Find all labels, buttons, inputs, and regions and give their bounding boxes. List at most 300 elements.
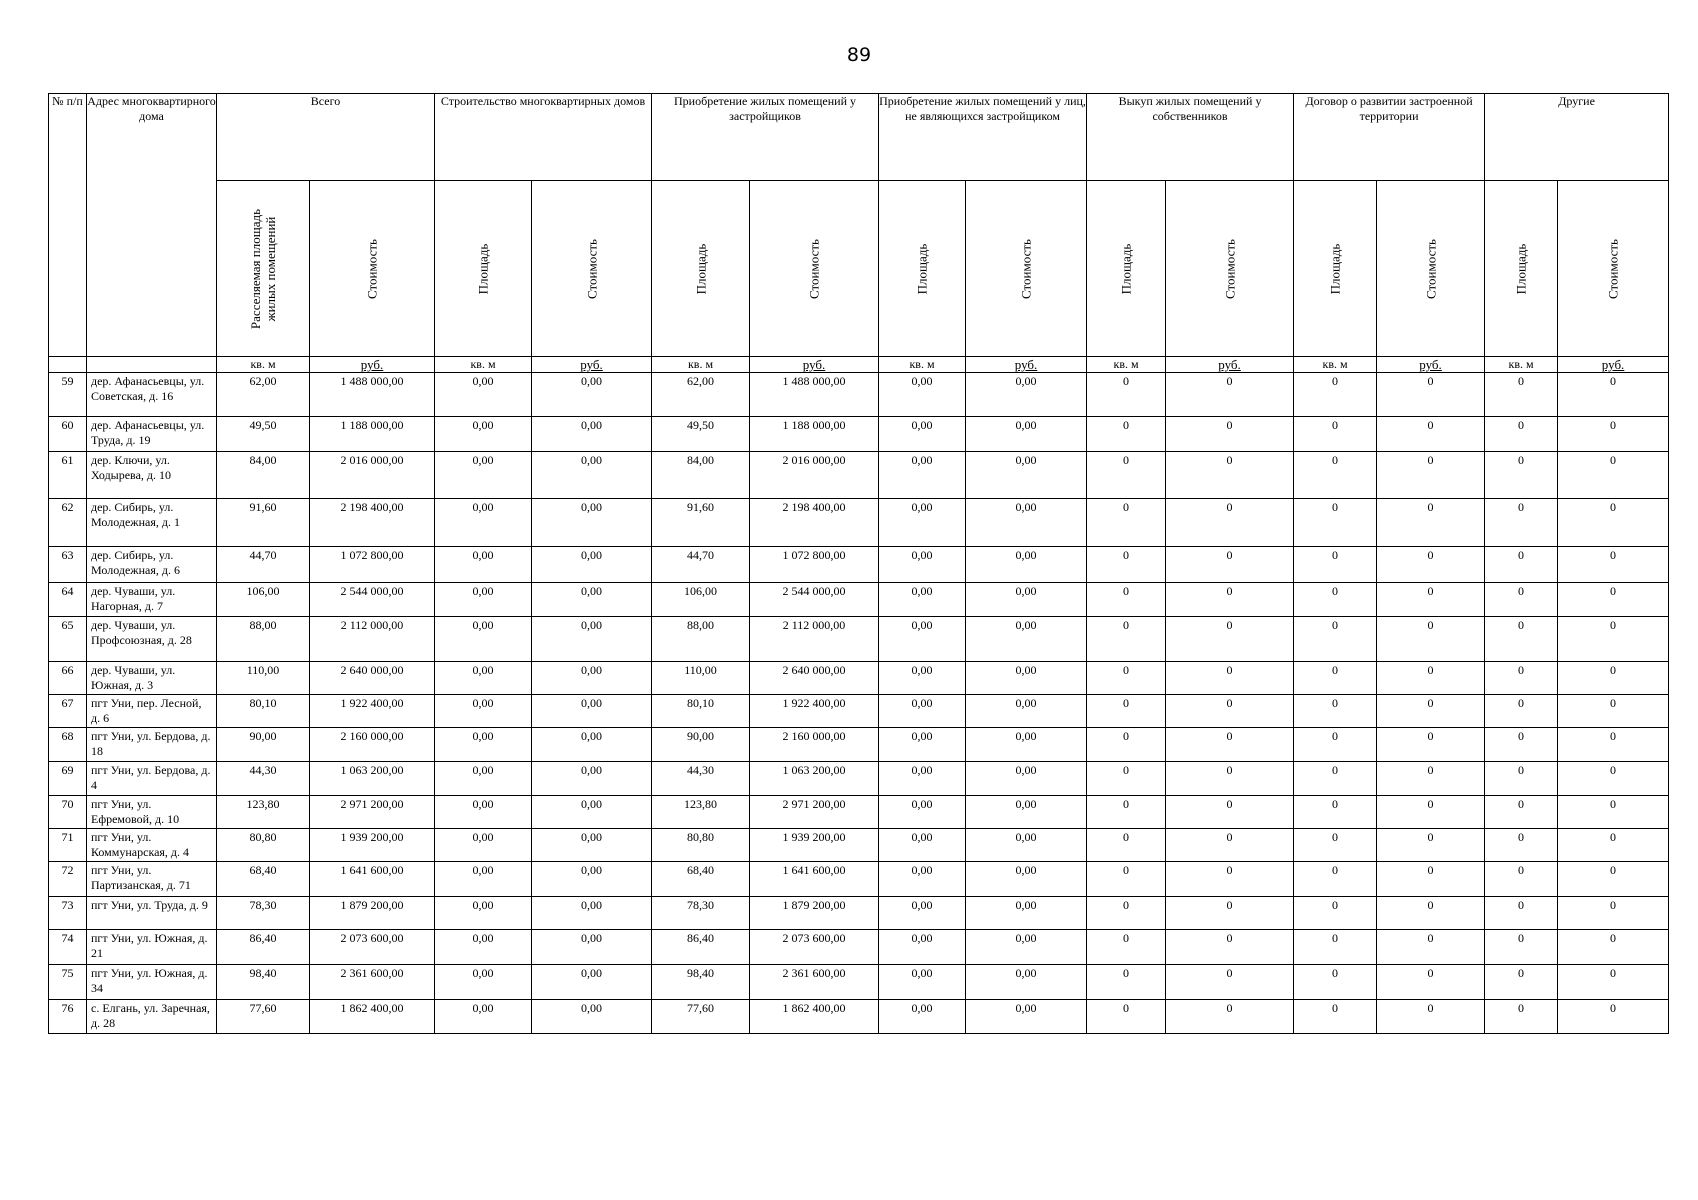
area-value-cell: 0 [1294, 583, 1377, 617]
table-row [49, 829, 1669, 862]
cost-value-cell: 2 640 000,00 [310, 662, 435, 695]
cost-value-cell: 0 [1166, 897, 1294, 930]
table-row [49, 662, 1669, 695]
cost-value-cell: 0 [1558, 617, 1669, 662]
cost-value-cell: 0 [1166, 728, 1294, 762]
area-value-cell: 0 [1087, 547, 1166, 583]
area-value-cell: 80,80 [652, 829, 750, 862]
area-value-cell: 0,00 [879, 373, 966, 417]
cost-value-cell: 0,00 [966, 583, 1087, 617]
cost-value-cell: 1 488 000,00 [310, 373, 435, 417]
table-row [49, 499, 1669, 547]
area-value-cell: 78,30 [217, 897, 310, 930]
unit-cell: кв. м [1087, 357, 1166, 373]
header-group-purchase-developers: Приобретение жилых помещений у застройщиков [652, 94, 879, 181]
cost-value-cell: 0 [1377, 452, 1485, 499]
header-sub-label: Стоимость [364, 238, 380, 299]
cost-value-cell: 0,00 [532, 829, 652, 862]
header-group-construction: Строительство многоквартирных домов [435, 94, 652, 181]
area-value-cell: 0,00 [435, 897, 532, 930]
cost-value-cell: 0 [1558, 499, 1669, 547]
header-sub-label: Стоимость [1423, 238, 1439, 299]
table-row [49, 452, 1669, 499]
area-value-cell: 0 [1087, 862, 1166, 897]
cost-value-cell: 0 [1166, 547, 1294, 583]
cost-value-cell: 0,00 [966, 762, 1087, 796]
cost-value-cell: 0 [1377, 373, 1485, 417]
area-value-cell: 62,00 [652, 373, 750, 417]
cost-value-cell: 0 [1377, 547, 1485, 583]
area-value-cell: 0,00 [879, 662, 966, 695]
header-sub-label: Стоимость [1222, 238, 1238, 299]
area-value-cell: 0 [1294, 829, 1377, 862]
area-value-cell: 0,00 [435, 965, 532, 1000]
cost-value-cell: 2 160 000,00 [750, 728, 879, 762]
cost-value-cell: 0 [1166, 583, 1294, 617]
area-value-cell: 0 [1294, 1000, 1377, 1034]
row-number-cell: 68 [49, 728, 87, 762]
area-value-cell: 0 [1087, 796, 1166, 829]
area-value-cell: 0 [1294, 499, 1377, 547]
address-cell: дер. Чуваши, ул. Южная, д. 3 [87, 662, 217, 695]
address-cell: дер. Афанасьевцы, ул. Советская, д. 16 [87, 373, 217, 417]
area-value-cell: 86,40 [217, 930, 310, 965]
address-cell: дер. Чуваши, ул. Нагорная, д. 7 [87, 583, 217, 617]
area-value-cell: 0,00 [879, 728, 966, 762]
address-cell: пгт Уни, пер. Лесной, д. 6 [87, 695, 217, 728]
row-number-cell: 61 [49, 452, 87, 499]
area-value-cell: 0 [1485, 417, 1558, 452]
area-value-cell: 0,00 [435, 373, 532, 417]
area-value-cell: 91,60 [652, 499, 750, 547]
address-cell: дер. Сибирь, ул. Молодежная, д. 1 [87, 499, 217, 547]
page-number: 89 [846, 44, 872, 66]
cost-value-cell: 1 862 400,00 [750, 1000, 879, 1034]
cost-value-cell: 1 939 200,00 [750, 829, 879, 862]
header-sub-cell [966, 181, 1087, 357]
area-value-cell: 0,00 [435, 662, 532, 695]
row-number-cell: 67 [49, 695, 87, 728]
area-value-cell: 123,80 [652, 796, 750, 829]
header-units-row [49, 357, 1669, 373]
area-value-cell: 0 [1485, 452, 1558, 499]
area-value-cell: 0,00 [879, 1000, 966, 1034]
area-value-cell: 90,00 [652, 728, 750, 762]
cost-value-cell: 0,00 [966, 897, 1087, 930]
area-value-cell: 0 [1087, 617, 1166, 662]
header-sub-label: Стоимость [584, 238, 599, 299]
area-value-cell: 44,30 [652, 762, 750, 796]
header-sub-label: Расселяемая площадь жилых помещений [248, 208, 278, 329]
table-row [49, 1000, 1669, 1034]
table-row [49, 796, 1669, 829]
cost-value-cell: 1 922 400,00 [750, 695, 879, 728]
area-value-cell: 0,00 [435, 499, 532, 547]
cost-value-cell: 0,00 [966, 965, 1087, 1000]
area-value-cell: 0,00 [435, 417, 532, 452]
area-value-cell: 0 [1485, 547, 1558, 583]
area-value-cell: 77,60 [652, 1000, 750, 1034]
unit-cell: руб. [532, 357, 652, 373]
area-value-cell: 0,00 [435, 583, 532, 617]
header-group-row [49, 94, 1669, 181]
area-value-cell: 0 [1087, 930, 1166, 965]
cost-value-cell: 0 [1377, 965, 1485, 1000]
cost-value-cell: 1 879 200,00 [750, 897, 879, 930]
cost-value-cell: 0,00 [966, 662, 1087, 695]
cost-value-cell: 0,00 [966, 417, 1087, 452]
cost-value-cell: 0 [1558, 547, 1669, 583]
area-value-cell: 0,00 [879, 965, 966, 1000]
cost-value-cell: 2 016 000,00 [310, 452, 435, 499]
cost-value-cell: 0 [1377, 1000, 1485, 1034]
area-value-cell: 0 [1485, 897, 1558, 930]
cost-value-cell: 0,00 [966, 452, 1087, 499]
cost-value-cell: 0,00 [966, 547, 1087, 583]
area-value-cell: 0 [1087, 373, 1166, 417]
area-value-cell: 0,00 [879, 417, 966, 452]
row-number-cell: 75 [49, 965, 87, 1000]
cost-value-cell: 0 [1166, 762, 1294, 796]
cost-value-cell: 0 [1558, 829, 1669, 862]
area-value-cell: 86,40 [652, 930, 750, 965]
area-value-cell: 0,00 [879, 617, 966, 662]
cost-value-cell: 0 [1558, 930, 1669, 965]
cost-value-cell: 0,00 [532, 728, 652, 762]
cost-value-cell: 0 [1166, 417, 1294, 452]
cost-value-cell: 0 [1558, 417, 1669, 452]
area-value-cell: 0,00 [435, 728, 532, 762]
cost-value-cell: 0 [1377, 796, 1485, 829]
table-row [49, 583, 1669, 617]
area-value-cell: 0,00 [879, 796, 966, 829]
cost-value-cell: 0 [1166, 930, 1294, 965]
area-value-cell: 0 [1294, 862, 1377, 897]
area-value-cell: 0 [1087, 499, 1166, 547]
unit-cell: кв. м [435, 357, 532, 373]
area-value-cell: 0 [1294, 897, 1377, 930]
area-value-cell: 78,30 [652, 897, 750, 930]
units-empty-cell [87, 357, 217, 373]
area-value-cell: 49,50 [217, 417, 310, 452]
cost-value-cell: 0 [1166, 499, 1294, 547]
area-value-cell: 0 [1485, 1000, 1558, 1034]
header-sub-cell [1377, 181, 1485, 357]
area-value-cell: 0,00 [879, 930, 966, 965]
table-row [49, 862, 1669, 897]
cost-value-cell: 0 [1166, 796, 1294, 829]
address-cell: пгт Уни, ул. Труда, д. 9 [87, 897, 217, 930]
address-cell: пгт Уни, ул. Коммунарская, д. 4 [87, 829, 217, 862]
table-row [49, 373, 1669, 417]
header-sub-label: Стоимость [806, 238, 822, 299]
address-cell: пгт Уни, ул. Бердова, д. 4 [87, 762, 217, 796]
cost-value-cell: 0,00 [966, 796, 1087, 829]
area-value-cell: 88,00 [652, 617, 750, 662]
cost-value-cell: 0 [1377, 617, 1485, 662]
area-value-cell: 0,00 [879, 897, 966, 930]
area-value-cell: 0 [1485, 862, 1558, 897]
address-cell: дер. Сибирь, ул. Молодежная, д. 6 [87, 547, 217, 583]
area-value-cell: 0 [1485, 695, 1558, 728]
cost-value-cell: 2 198 400,00 [310, 499, 435, 547]
area-value-cell: 68,40 [217, 862, 310, 897]
cost-value-cell: 0 [1166, 829, 1294, 862]
area-value-cell: 84,00 [652, 452, 750, 499]
cost-value-cell: 0 [1558, 452, 1669, 499]
cost-value-cell: 0 [1558, 728, 1669, 762]
table-row [49, 695, 1669, 728]
area-value-cell: 0 [1294, 728, 1377, 762]
cost-value-cell: 0,00 [532, 862, 652, 897]
header-sub-cell [1294, 181, 1377, 357]
header-sub-cell [750, 181, 879, 357]
area-value-cell: 68,40 [652, 862, 750, 897]
header-group-other: Другие [1485, 94, 1669, 181]
cost-value-cell: 2 544 000,00 [310, 583, 435, 617]
area-value-cell: 84,00 [217, 452, 310, 499]
cost-value-cell: 0 [1558, 695, 1669, 728]
cost-value-cell: 0 [1166, 965, 1294, 1000]
cost-value-cell: 0 [1558, 662, 1669, 695]
area-value-cell: 0,00 [879, 583, 966, 617]
cost-value-cell: 2 198 400,00 [750, 499, 879, 547]
cost-value-cell: 0,00 [532, 617, 652, 662]
cost-value-cell: 0 [1558, 373, 1669, 417]
area-value-cell: 0 [1087, 417, 1166, 452]
cost-value-cell: 0 [1558, 862, 1669, 897]
table-row [49, 965, 1669, 1000]
cost-value-cell: 0,00 [966, 930, 1087, 965]
area-value-cell: 0 [1087, 662, 1166, 695]
row-number-cell: 73 [49, 897, 87, 930]
header-sub-cell [1166, 181, 1294, 357]
cost-value-cell: 0,00 [966, 499, 1087, 547]
header-sub-cell [1485, 181, 1558, 357]
cost-value-cell: 1 063 200,00 [750, 762, 879, 796]
address-cell: пгт Уни, ул. Партизанская, д. 71 [87, 862, 217, 897]
cost-value-cell: 0 [1558, 897, 1669, 930]
area-value-cell: 44,70 [217, 547, 310, 583]
cost-value-cell: 0,00 [532, 417, 652, 452]
header-num: № п/п [49, 94, 87, 357]
unit-cell: руб. [1558, 357, 1669, 373]
header-sub-row [49, 181, 1669, 357]
area-value-cell: 0,00 [435, 1000, 532, 1034]
table-row [49, 617, 1669, 662]
area-value-cell: 0,00 [435, 452, 532, 499]
area-value-cell: 0 [1087, 1000, 1166, 1034]
row-number-cell: 70 [49, 796, 87, 829]
unit-cell: руб. [310, 357, 435, 373]
cost-value-cell: 0,00 [532, 662, 652, 695]
header-sub-cell [879, 181, 966, 357]
header-sub-label: Площадь [1327, 243, 1343, 294]
cost-value-cell: 0,00 [966, 695, 1087, 728]
area-value-cell: 44,30 [217, 762, 310, 796]
row-number-cell: 60 [49, 417, 87, 452]
area-value-cell: 0 [1087, 965, 1166, 1000]
area-value-cell: 0 [1485, 762, 1558, 796]
cost-value-cell: 0,00 [532, 762, 652, 796]
address-cell: пгт Уни, ул. Южная, д. 34 [87, 965, 217, 1000]
area-value-cell: 106,00 [652, 583, 750, 617]
row-number-cell: 69 [49, 762, 87, 796]
area-value-cell: 123,80 [217, 796, 310, 829]
area-value-cell: 88,00 [217, 617, 310, 662]
header-sub-label: Площадь [693, 243, 708, 294]
cost-value-cell: 1 922 400,00 [310, 695, 435, 728]
cost-value-cell: 0,00 [532, 499, 652, 547]
area-value-cell: 0 [1087, 452, 1166, 499]
cost-value-cell: 0 [1166, 862, 1294, 897]
header-group-total: Всего [217, 94, 435, 181]
cost-value-cell: 0 [1558, 796, 1669, 829]
area-value-cell: 0 [1294, 452, 1377, 499]
area-value-cell: 0 [1485, 583, 1558, 617]
cost-value-cell: 2 112 000,00 [310, 617, 435, 662]
header-sub-cell [217, 181, 310, 357]
cost-value-cell: 0 [1377, 417, 1485, 452]
cost-value-cell: 0,00 [532, 1000, 652, 1034]
table-row [49, 547, 1669, 583]
unit-cell: кв. м [217, 357, 310, 373]
table-header [49, 94, 1669, 373]
area-value-cell: 0 [1485, 796, 1558, 829]
unit-cell: руб. [966, 357, 1087, 373]
area-value-cell: 0 [1294, 930, 1377, 965]
cost-value-cell: 2 971 200,00 [750, 796, 879, 829]
area-value-cell: 0,00 [435, 862, 532, 897]
cost-value-cell: 2 073 600,00 [310, 930, 435, 965]
address-cell: пгт Уни, ул. Ефремовой, д. 10 [87, 796, 217, 829]
cost-value-cell: 2 160 000,00 [310, 728, 435, 762]
header-sub-label: Площадь [1118, 243, 1134, 294]
area-value-cell: 0,00 [435, 930, 532, 965]
cost-value-cell: 0,00 [532, 897, 652, 930]
cost-value-cell: 0,00 [532, 547, 652, 583]
area-value-cell: 77,60 [217, 1000, 310, 1034]
header-sub-label: Стоимость [1018, 238, 1034, 299]
cost-value-cell: 1 939 200,00 [310, 829, 435, 862]
row-number-cell: 71 [49, 829, 87, 862]
header-sub-cell [1087, 181, 1166, 357]
area-value-cell: 98,40 [217, 965, 310, 1000]
cost-value-cell: 1 862 400,00 [310, 1000, 435, 1034]
area-value-cell: 0 [1294, 662, 1377, 695]
cost-value-cell: 1 072 800,00 [310, 547, 435, 583]
cost-value-cell: 0 [1377, 930, 1485, 965]
cost-value-cell: 0 [1377, 695, 1485, 728]
header-sub-cell [310, 181, 435, 357]
cost-value-cell: 1 072 800,00 [750, 547, 879, 583]
area-value-cell: 0 [1294, 373, 1377, 417]
area-value-cell: 0 [1294, 762, 1377, 796]
unit-cell: кв. м [1294, 357, 1377, 373]
unit-cell: руб. [750, 357, 879, 373]
area-value-cell: 0,00 [435, 695, 532, 728]
area-value-cell: 80,10 [217, 695, 310, 728]
row-number-cell: 74 [49, 930, 87, 965]
cost-value-cell: 0,00 [532, 452, 652, 499]
cost-value-cell: 0 [1558, 583, 1669, 617]
cost-value-cell: 0,00 [532, 373, 652, 417]
header-group-development-agreement: Договор о развитии застроенной территории [1294, 94, 1485, 181]
cost-value-cell: 0 [1377, 728, 1485, 762]
cost-value-cell: 0 [1166, 452, 1294, 499]
area-value-cell: 80,10 [652, 695, 750, 728]
row-number-cell: 63 [49, 547, 87, 583]
address-cell: дер. Афанасьевцы, ул. Труда, д. 19 [87, 417, 217, 452]
row-number-cell: 65 [49, 617, 87, 662]
unit-cell: кв. м [652, 357, 750, 373]
area-value-cell: 91,60 [217, 499, 310, 547]
area-value-cell: 0 [1087, 897, 1166, 930]
row-number-cell: 62 [49, 499, 87, 547]
row-number-cell: 64 [49, 583, 87, 617]
area-value-cell: 0,00 [435, 829, 532, 862]
cost-value-cell: 0 [1166, 695, 1294, 728]
area-value-cell: 0,00 [879, 762, 966, 796]
area-value-cell: 0,00 [435, 796, 532, 829]
cost-value-cell: 2 971 200,00 [310, 796, 435, 829]
address-cell: пгт Уни, ул. Южная, д. 21 [87, 930, 217, 965]
cost-value-cell: 0 [1377, 829, 1485, 862]
cost-value-cell: 0,00 [966, 373, 1087, 417]
area-value-cell: 0 [1294, 547, 1377, 583]
cost-value-cell: 1 188 000,00 [750, 417, 879, 452]
area-value-cell: 0 [1485, 499, 1558, 547]
area-value-cell: 0,00 [879, 862, 966, 897]
header-sub-cell [532, 181, 652, 357]
area-value-cell: 98,40 [652, 965, 750, 1000]
cost-value-cell: 0 [1558, 1000, 1669, 1034]
cost-value-cell: 0,00 [966, 1000, 1087, 1034]
cost-value-cell: 1 641 600,00 [750, 862, 879, 897]
area-value-cell: 110,00 [652, 662, 750, 695]
header-sub-cell [1558, 181, 1669, 357]
unit-cell: кв. м [1485, 357, 1558, 373]
cost-value-cell: 0 [1377, 583, 1485, 617]
cost-value-cell: 2 073 600,00 [750, 930, 879, 965]
cost-value-cell: 0,00 [966, 728, 1087, 762]
area-value-cell: 0,00 [879, 452, 966, 499]
area-value-cell: 0 [1087, 762, 1166, 796]
header-sub-cell [652, 181, 750, 357]
cost-value-cell: 0 [1166, 662, 1294, 695]
unit-cell: кв. м [879, 357, 966, 373]
area-value-cell: 44,70 [652, 547, 750, 583]
area-value-cell: 80,80 [217, 829, 310, 862]
header-sub-label: Стоимость [1605, 238, 1621, 299]
area-value-cell: 0 [1087, 728, 1166, 762]
unit-cell: руб. [1166, 357, 1294, 373]
area-value-cell: 0,00 [435, 762, 532, 796]
area-value-cell: 0 [1485, 617, 1558, 662]
table-body [49, 373, 1669, 1034]
cost-value-cell: 0 [1377, 862, 1485, 897]
area-value-cell: 0 [1294, 965, 1377, 1000]
area-value-cell: 0 [1294, 417, 1377, 452]
area-value-cell: 110,00 [217, 662, 310, 695]
cost-value-cell: 2 544 000,00 [750, 583, 879, 617]
cost-value-cell: 0 [1377, 662, 1485, 695]
table-row [49, 728, 1669, 762]
cost-value-cell: 0,00 [532, 930, 652, 965]
header-sub-label: Площадь [1513, 243, 1529, 294]
header-group-buyout: Выкуп жилых помещений у собственников [1087, 94, 1294, 181]
area-value-cell: 0 [1294, 695, 1377, 728]
